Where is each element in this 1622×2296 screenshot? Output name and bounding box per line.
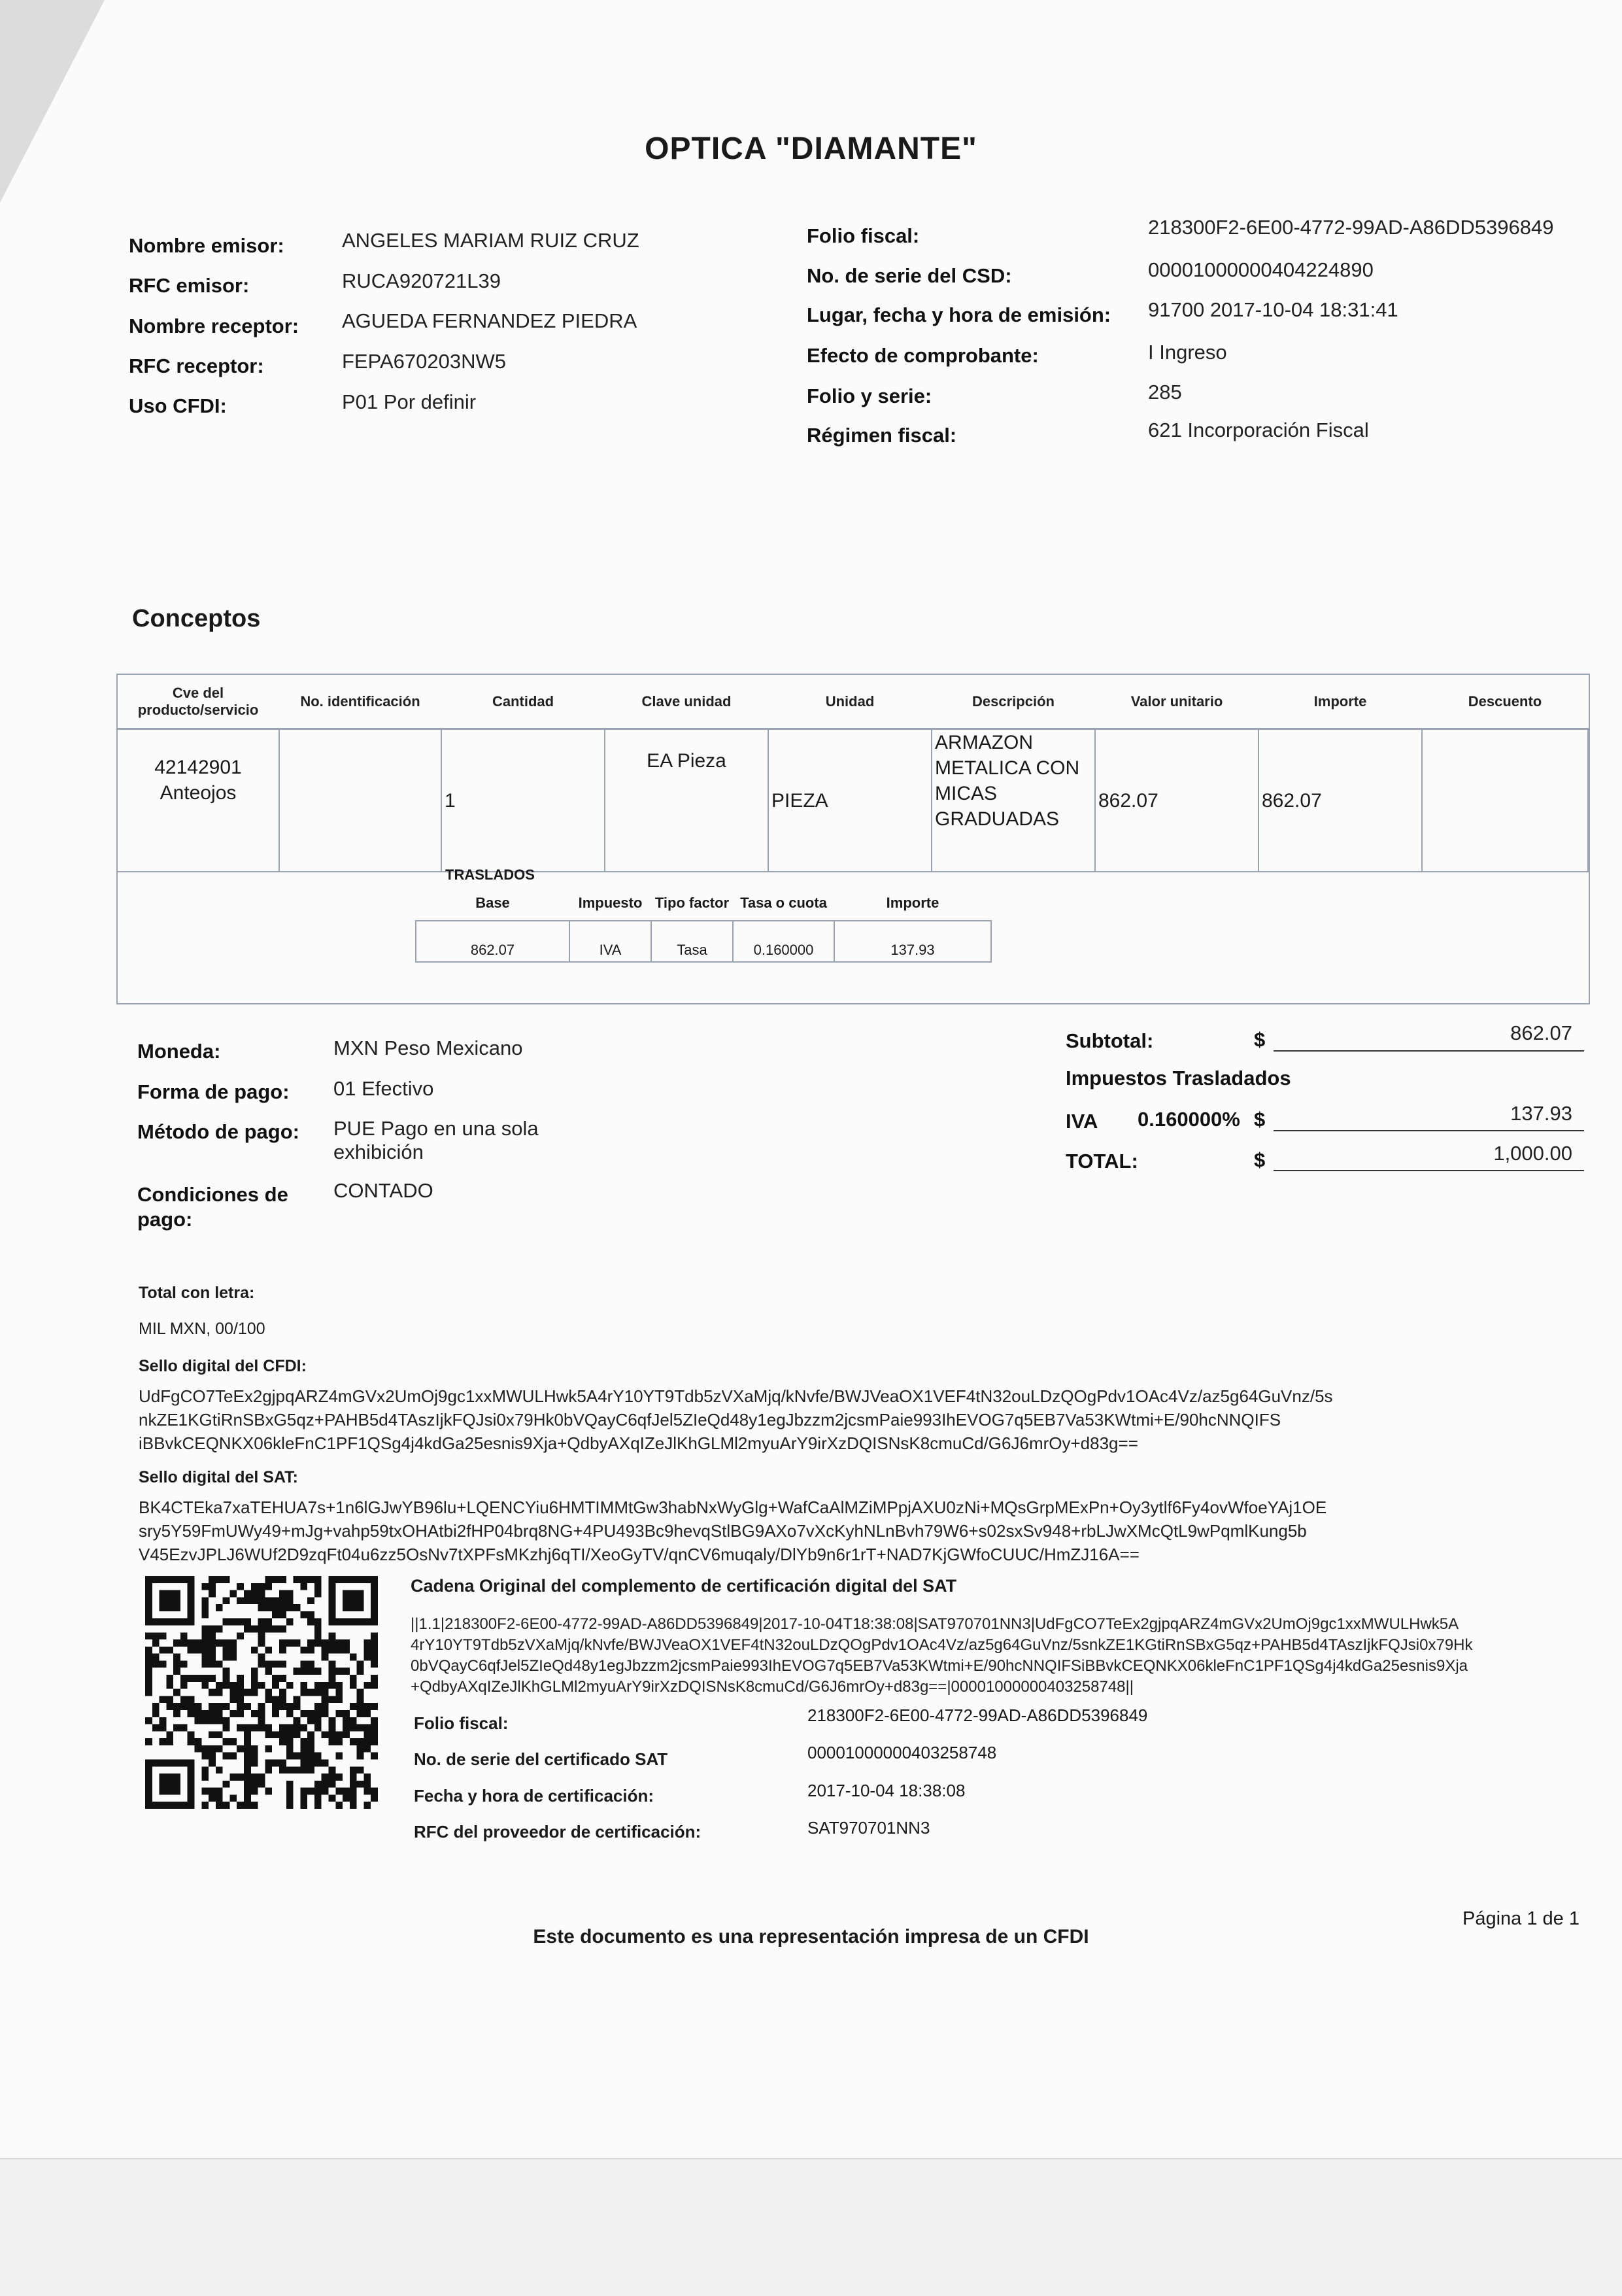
total-currency: $ — [1254, 1148, 1266, 1171]
col-header: Cve del producto/servicio — [117, 676, 279, 729]
tras-col-header: Tipo factor — [651, 886, 733, 921]
moneda-value: MXN Peso Mexicano — [333, 1037, 523, 1059]
folded-corner — [0, 0, 105, 203]
conceptos-title: Conceptos — [132, 605, 261, 632]
receptor-label: Nombre receptor: — [129, 315, 299, 337]
tras-col-header: Base — [416, 886, 569, 921]
rfc-emisor-value: RUCA920721L39 — [342, 269, 501, 292]
iva-rate: 0.160000% — [1138, 1108, 1240, 1131]
rfc-emisor-label: RFC emisor: — [129, 274, 250, 297]
emisor-value: ANGELES MARIAM RUIZ CRUZ — [342, 229, 639, 252]
uso-cfdi-label: Uso CFDI: — [129, 394, 227, 417]
cert-fecha-label: Fecha y hora de certificación: — [414, 1786, 654, 1806]
folio-fiscal-label: Folio fiscal: — [807, 224, 920, 247]
tras-cell: 0.160000 — [733, 921, 834, 962]
cert-fecha-value: 2017-10-04 18:38:08 — [807, 1781, 966, 1800]
cantidad-cell: 1 — [441, 729, 605, 872]
paper-bottom-edge — [0, 2158, 1622, 2296]
col-header: Importe — [1259, 676, 1422, 729]
cert-serie-label: No. de serie del certificado SAT — [414, 1749, 668, 1769]
folio-serie-label: Folio y serie: — [807, 385, 932, 407]
traslados-header-row — [416, 886, 991, 921]
serie-csd-value: 00001000000404224890 — [1148, 258, 1374, 281]
cert-folio-value: 218300F2-6E00-4772-99AD-A86DD5396849 — [807, 1705, 1148, 1725]
total-value: 1,000.00 — [1493, 1142, 1572, 1165]
sello-cfdi-line: nkZE1KGtiRnSBxG5qz+PAHB5d4TAszIjkFQJsi0x79Hk0bVQayC6qfJel5ZIeQd48y1egJbzzm2jcsmPaie993IhEVOG7q5EB7Va53KWtmi+E/90hcNNQIFS — [139, 1410, 1281, 1430]
sello-sat-line: sry5Y59FmUWy49+mJg+vahp59txOHAtbi2fHP04brq8NG+4PU493Bc9hevqStlBG9AXo7vXcKyhNLnBvh79W6+s02sxSv948+rbLJwXMcQtL9wPqmlKung5b — [139, 1521, 1307, 1541]
traslados-table — [415, 886, 992, 963]
conceptos-table — [116, 676, 1589, 872]
cadena-line: 4rY10YT9Tdb5zVXaMjq/kNvfe/BWJVeaOX1VEF4tN32ouLDzQOgPdv1OAc4Vz/az5g64GuVnz/5snkZE1KGtiRnSBxG5qz+PAHB5d4TAszIjkFQJsi0x79Hk — [411, 1636, 1473, 1654]
sello-sat-label: Sello digital del SAT: — [139, 1468, 299, 1486]
sello-cfdi-line: UdFgCO7TeEx2gjpqARZ4mGVx2UmOj9gc1xxMWULHwk5A4rY10YT9Tdb5zVXaMjq/kNvfe/BWJVeaOX1VEF4tN32ouLDzQOgPdv1OAc4Vz/az5g64GuVnz/5s — [139, 1386, 1333, 1406]
forma-pago-label: Forma de pago: — [137, 1080, 290, 1103]
folio-serie-value: 285 — [1148, 381, 1182, 403]
col-header: Descuento — [1422, 676, 1588, 729]
subtotal-underline — [1274, 1050, 1584, 1052]
cadena-text — [411, 1614, 1587, 1698]
document-title: OPTICA "DIAMANTE" — [645, 131, 977, 166]
tras-cell: Tasa — [651, 921, 733, 962]
clave-unidad-cell: EA Pieza — [605, 729, 768, 872]
tras-cell: IVA — [569, 921, 651, 962]
sello-sat-text — [139, 1496, 1577, 1566]
col-header: Valor unitario — [1095, 676, 1259, 729]
uso-cfdi-value: P01 Por definir — [342, 390, 477, 413]
sello-cfdi-text — [139, 1384, 1577, 1455]
efecto-label: Efecto de comprobante: — [807, 344, 1039, 367]
cert-serie-value: 00001000000403258748 — [807, 1743, 997, 1762]
serie-csd-label: No. de serie del CSD: — [807, 264, 1012, 287]
tras-cell: 137.93 — [834, 921, 991, 962]
cve-cell — [117, 729, 279, 872]
tras-col-header: Importe — [834, 886, 991, 921]
regimen-value: 621 Incorporación Fiscal — [1148, 419, 1369, 441]
lugar-fecha-value: 91700 2017-10-04 18:31:41 — [1148, 298, 1398, 321]
regimen-label: Régimen fiscal: — [807, 424, 957, 447]
tras-cell: 862.07 — [416, 921, 569, 962]
unidad-cell: PIEZA — [768, 729, 932, 872]
condiciones-label: Condiciones de pago: — [137, 1183, 288, 1231]
subtotal-currency: $ — [1254, 1028, 1266, 1051]
traslados-title: TRASLADOS — [445, 866, 535, 883]
table-row — [117, 729, 1588, 872]
importe-cell: 862.07 — [1259, 729, 1422, 872]
efecto-value: I Ingreso — [1148, 341, 1227, 364]
cadena-line: 0bVQayC6qfJel5ZIeQd48y1egJbzzm2jcsmPaie993IhEVOG7q5EB7Va53KWtmi+E/90hcNNQIFSiBBvkCEQNKX06kleFnC1PF1QSg4j4kdGa25esnis9Xja — [411, 1657, 1468, 1675]
total-letra-value: MIL MXN, 00/100 — [139, 1320, 265, 1338]
sello-cfdi-label: Sello digital del CFDI: — [139, 1357, 307, 1375]
forma-pago-value: 01 Efectivo — [333, 1077, 434, 1100]
traslados-row — [416, 921, 991, 962]
col-header: Descripción — [932, 676, 1095, 729]
sello-sat-line: V45EzvJPLJ6WUf2D9zqFt04u6zz5OsNv7tXPFsMKzhj6qTI/XeoGyTV/qnCV6muqaly/DlYb9n6r1rT+NAD7KjGWfoCUUC/HmZJ16A== — [139, 1545, 1140, 1564]
sello-sat-line: BK4CTEka7xaTEHUA7s+1n6lGJwYB96lu+LQENCYiu6HMTIMMtGw3habNxWyGlg+WafCaAlMZiMPpjAXU0zNi+MQsGrpMExPn+Oy3ytlf6Fy4ovWfoeYAj1OE — [139, 1498, 1327, 1517]
total-label: TOTAL: — [1066, 1150, 1138, 1173]
emisor-label: Nombre emisor: — [129, 234, 284, 257]
cadena-title: Cadena Original del complemento de certificación digital del SAT — [411, 1576, 957, 1596]
cert-rfc-label: RFC del proveedor de certificación: — [414, 1822, 701, 1842]
condiciones-value: CONTADO — [333, 1179, 433, 1202]
iva-label: IVA — [1066, 1110, 1098, 1133]
metodo-pago-label: Método de pago: — [137, 1120, 299, 1143]
sello-cfdi-line: iBBvkCEQNKX06kleFnC1PF1QSg4j4kdGa25esnis9Xja+QdbyAXqIZeJlKhGLMl2myuArY9irXzDQISNsK8cmuCd/G6J6mrOy+d83g== — [139, 1433, 1138, 1453]
rfc-receptor-value: FEPA670203NW5 — [342, 350, 506, 373]
subtotal-label: Subtotal: — [1066, 1029, 1154, 1052]
tras-col-header: Tasa o cuota — [733, 886, 834, 921]
cadena-line: +QdbyAXqIZeJlKhGLMl2myuArY9irXzDQISNsK8cmuCd/G6J6mrOy+d83g==|00001000000403258748|| — [411, 1678, 1134, 1696]
folio-fiscal-value: 218300F2-6E00-4772-99AD-A86DD5396849 — [1148, 216, 1554, 239]
descuento-cell — [1422, 729, 1588, 872]
receptor-value: AGUEDA FERNANDEZ PIEDRA — [342, 309, 637, 332]
iva-underline — [1274, 1130, 1584, 1131]
metodo-pago-value: PUE Pago en una sola exhibición — [333, 1117, 539, 1163]
cve-code: 42142901 — [154, 757, 242, 778]
moneda-label: Moneda: — [137, 1040, 221, 1063]
identificacion-cell — [279, 729, 441, 872]
descripcion-cell: ARMAZON METALICA CON MICAS GRADUADAS — [932, 729, 1095, 872]
rfc-receptor-label: RFC receptor: — [129, 354, 264, 377]
qr-code-image — [145, 1576, 378, 1809]
valor-unitario-cell: 862.07 — [1095, 729, 1259, 872]
cert-folio-label: Folio fiscal: — [414, 1713, 509, 1733]
lugar-fecha-label: Lugar, fecha y hora de emisión: — [807, 303, 1111, 326]
total-underline — [1274, 1170, 1584, 1171]
page-number: Página 1 de 1 — [1462, 1908, 1580, 1929]
subtotal-value: 862.07 — [1510, 1021, 1572, 1044]
table-header-row — [117, 676, 1588, 729]
cert-rfc-value: SAT970701NN3 — [807, 1818, 930, 1838]
iva-value: 137.93 — [1510, 1102, 1572, 1125]
iva-currency: $ — [1254, 1108, 1266, 1131]
col-header: Cantidad — [441, 676, 605, 729]
tras-col-header: Impuesto — [569, 886, 651, 921]
impuestos-trasladados-label: Impuestos Trasladados — [1066, 1067, 1291, 1089]
col-header: No. identificación — [279, 676, 441, 729]
total-letra-label: Total con letra: — [139, 1284, 255, 1302]
col-header: Clave unidad — [605, 676, 768, 729]
cve-name: Anteojos — [160, 782, 237, 804]
cadena-line: ||1.1|218300F2-6E00-4772-99AD-A86DD5396849|2017-10-04T18:38:08|SAT970701NN3|UdFgCO7TeEx2gjpqARZ4mGVx2UmOj9gc1xxMWULHwk5A — [411, 1615, 1459, 1633]
col-header: Unidad — [768, 676, 932, 729]
footer-note: Este documento es una representación impresa de un CFDI — [533, 1926, 1089, 1947]
